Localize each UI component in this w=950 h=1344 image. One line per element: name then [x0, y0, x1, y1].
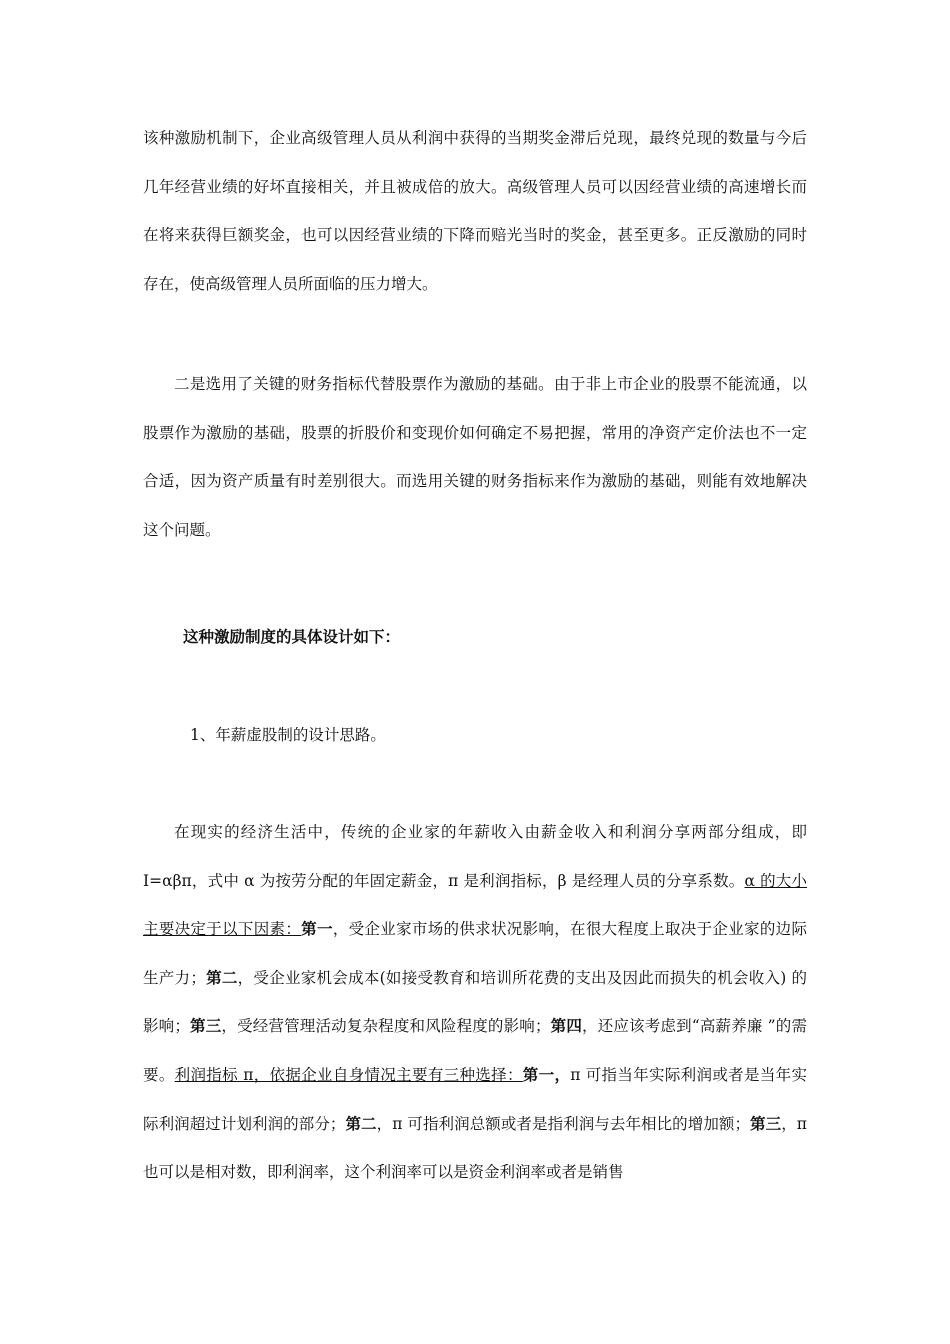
- bold-text: 第二: [205, 967, 238, 987]
- text-run: ，π 可指利润总额或者是指利润与去年相比的增加额；: [376, 1114, 750, 1133]
- underlined-text: 利润指标 π，依据企业自身情况主要有三种选择：: [174, 1065, 523, 1084]
- bold-text: 第四: [550, 1016, 583, 1036]
- paragraph-annual-salary: [143, 808, 807, 1197]
- bold-text: 第一，: [522, 1064, 571, 1084]
- bold-text: 第三: [189, 1016, 222, 1036]
- section-heading: 这种激励制度的具体设计如下：: [183, 627, 401, 646]
- text-run: ，受企业家市场的供求状况影响，在很大程度上取决于企业家的边际生产力；: [143, 920, 807, 987]
- paragraph-financial-indicators: 二是选用了关键的财务指标代替股票作为激励的基础。由于非上市企业的股票不能流通，以股票作为激励的基础，股票的折股价和变现价如何确定不易把握，常用的净资产定价法也不一定合适，因为资产质量有时差别很大。而选用关键的财务指标来作为激励的基础，则能有效地解决这个问题。: [143, 375, 807, 539]
- text-run: ，受企业家机会成本(如接受教育和培训所花费的支出及因此而损失的机会收入) 的影响；: [143, 968, 807, 1036]
- underlined-text: α 的大小主要决定于以下因素：: [143, 871, 807, 939]
- text-run: π 可指当年实际利润或者是当年实际利润超过计划利润的部分；: [143, 1065, 807, 1133]
- paragraph-incentive-mechanism: 该种激励机制下，企业高级管理人员从利润中获得的当期奖金滞后兑现，最终兑现的数量与今后几年经营业绩的好坏直接相关，并且被成倍的放大。高级管理人员可以因经营业绩的高速增长而在将来获得巨额奖金，也可以因经营业绩的下降而赔光当时的奖金，甚至更多。正反激励的同时存在，使高级管理人员所面临的压力增大。: [143, 129, 807, 293]
- bold-text: 第三: [749, 1113, 782, 1133]
- text-run: ，π 也可以是相对数，即利润率，这个利润率可以是资金利润率或者是销售: [143, 1114, 807, 1182]
- text-run: ，还应该考虑到“高薪养廉 ”的需要。: [143, 1017, 807, 1084]
- text-run: ，受经营管理活动复杂程度和风险程度的影响；: [221, 1017, 551, 1036]
- text-run: 在现实的经济生活中，传统的企业家的年薪收入由薪金收入和利润分享两部分组成，即I=αβπ，式中 α 为按劳分配的年固定薪金，π 是利润指标，β 是经理人员的分享系数。: [143, 823, 807, 890]
- bold-text: 第二: [345, 1113, 377, 1133]
- bold-text: 第一: [301, 919, 333, 939]
- list-item-1: 1、年薪虚股制的设计思路。: [190, 726, 386, 744]
